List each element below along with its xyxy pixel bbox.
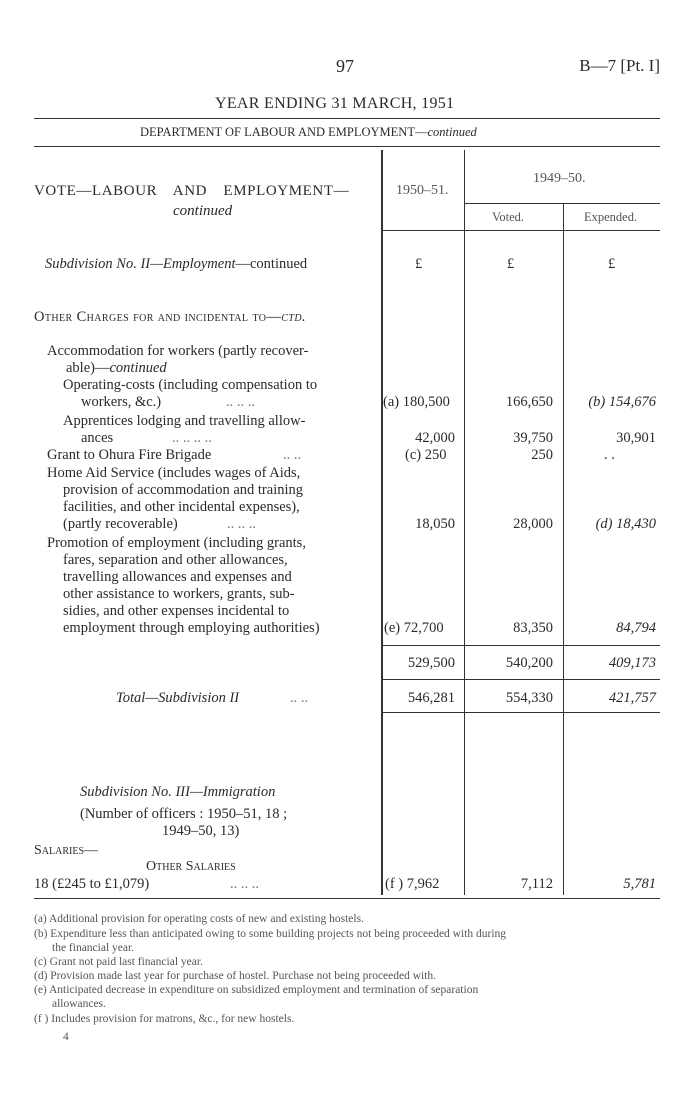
homeaid-line-1: Home Aid Service (includes wages of Aids, (47, 465, 301, 481)
apprentices-line-1: Apprentices lodging and travelling allow- (63, 413, 306, 429)
other-salaries-heading: Other Salaries (146, 859, 236, 874)
promotion-line-3: travelling allowances and expenses and (63, 569, 292, 585)
rule-bottom (34, 898, 660, 899)
salaries-1950-value: (f ) 7,962 (385, 876, 440, 892)
footnote-d: (d) Provision made last year for purchase of hostel. Purchase not being proceeded with. (34, 970, 437, 982)
rule-total (381, 679, 660, 680)
column-head-voted: Voted. (492, 210, 525, 224)
operating-1950-value: (a) 180,500 (383, 394, 450, 410)
operating-voted-value: 166,650 (505, 394, 553, 410)
homeaid-line-3: facilities, and other incidental expenses), (63, 499, 300, 515)
salaries-voted-value: 7,112 (520, 876, 553, 892)
ohura-voted-value: 250 (531, 447, 553, 463)
subtotal-voted-value: 540,200 (505, 655, 553, 671)
currency-1950: £ (415, 256, 423, 272)
total-voted-value: 554,330 (505, 690, 553, 706)
total-label: Total—Subdivision II (116, 690, 240, 706)
salaries-heading: Salaries— (34, 843, 99, 858)
operating-expended-value: (b) 154,676 (588, 394, 656, 410)
rule-top (34, 118, 660, 119)
department-title: DEPARTMENT OF LABOUR AND EMPLOYMENT—continued (140, 125, 477, 139)
promotion-line-6: employment through employing authorities) (63, 620, 320, 636)
rule-voted-expended (464, 203, 660, 204)
total-1950-value: 546,281 (407, 690, 455, 706)
rule-subtotal (381, 645, 660, 646)
ohura-1950-value: (c) 250 (405, 447, 447, 463)
operating-line-2: workers, &c.) (81, 394, 162, 410)
apprentices-leader-dots: .. .. .. .. (172, 430, 212, 446)
homeaid-expended-value: (d) 18,430 (595, 516, 656, 532)
operating-leader-dots: .. .. .. (226, 394, 255, 410)
officers-line-2: 1949–50, 13) (162, 823, 240, 839)
page-number: 97 (336, 56, 354, 76)
other-charges-heading: Other Charges for and incidental to—ctd. (34, 309, 306, 325)
column-head-1950-51: 1950–51. (396, 183, 449, 198)
total-expended-value: 421,757 (608, 690, 656, 706)
promotion-line-4: other assistance to workers, grants, sub- (63, 586, 295, 602)
salaries-row-label: 18 (£245 to £1,079) (34, 876, 150, 892)
document-reference: B—7 [Pt. I] (579, 56, 660, 75)
rule-column-heads (381, 230, 660, 231)
vote-title: VOTE—LABOUR AND EMPLOYMENT— (34, 183, 350, 199)
rule-after-total (381, 712, 660, 713)
promotion-expended-value: 84,794 (616, 620, 656, 636)
footnote-a: (a) Additional provision for operating costs of new and existing hostels. (34, 913, 364, 925)
vote-continued: continued (173, 203, 233, 219)
salaries-expended-value: 5,781 (623, 876, 656, 892)
homeaid-1950-value: 18,050 (415, 516, 455, 532)
promotion-line-5: sidies, and other expenses incidental to (63, 603, 290, 619)
promotion-line-1: Promotion of employment (including grants, (47, 535, 306, 551)
officers-line-1: (Number of officers : 1950–51, 18 ; (80, 806, 288, 822)
subdivision-iii-title: Subdivision No. III—Immigration (80, 784, 276, 800)
footnote-e-line-1: (e) Anticipated decrease in expenditure on subsidized employment and termination of separation (34, 984, 479, 996)
promotion-1950-value: (e) 72,700 (384, 620, 444, 636)
footnote-b-line-1: (b) Expenditure less than anticipated owing to some building projects not being proceeded with during (34, 928, 507, 940)
subdivision-ii-title: Subdivision No. II—Employment—continued (45, 256, 308, 272)
promotion-voted-value: 83,350 (513, 620, 553, 636)
accommodation-line-2: able)—continued (66, 360, 167, 376)
footnote-e-line-2: allowances. (52, 998, 106, 1010)
footnote-f: (f ) Includes provision for matrons, &c., for new hostels. (34, 1013, 295, 1025)
operating-line-1: Operating-costs (including compensation to (63, 377, 318, 393)
homeaid-line-4: (partly recoverable) (63, 516, 178, 532)
salaries-leader-dots: .. .. .. (230, 876, 259, 892)
homeaid-voted-value: 28,000 (513, 516, 553, 532)
rule-header (34, 146, 660, 147)
currency-expended: £ (608, 256, 616, 272)
promotion-line-2: fares, separation and other allowances, (63, 552, 288, 568)
currency-voted: £ (507, 256, 515, 272)
signature-mark: 4 (63, 1031, 69, 1043)
apprentices-1950-value: 42,000 (415, 430, 455, 446)
homeaid-leader-dots: .. .. .. (227, 516, 256, 532)
subtotal-expended-value: 409,173 (608, 655, 656, 671)
footnote-b-line-2: the financial year. (52, 942, 135, 954)
column-head-expended: Expended. (584, 210, 638, 224)
total-leader-dots: .. .. (290, 690, 309, 706)
ohura-label: Grant to Ohura Fire Brigade (47, 447, 212, 463)
column-divider-right (563, 204, 564, 895)
year-title: YEAR ENDING 31 MARCH, 1951 (215, 95, 455, 112)
homeaid-line-2: provision of accommodation and training (63, 482, 304, 498)
apprentices-voted-value: 39,750 (513, 430, 553, 446)
ohura-expended-value: . . (604, 447, 615, 463)
ohura-leader-dots: .. .. (283, 447, 302, 463)
subtotal-1950-value: 529,500 (407, 655, 455, 671)
apprentices-line-2: ances (81, 430, 114, 446)
accommodation-line-1: Accommodation for workers (partly recover- (47, 343, 309, 359)
apprentices-expended-value: 30,901 (616, 430, 656, 446)
column-head-1949-50: 1949–50. (533, 171, 586, 186)
footnote-c: (c) Grant not paid last financial year. (34, 956, 203, 968)
